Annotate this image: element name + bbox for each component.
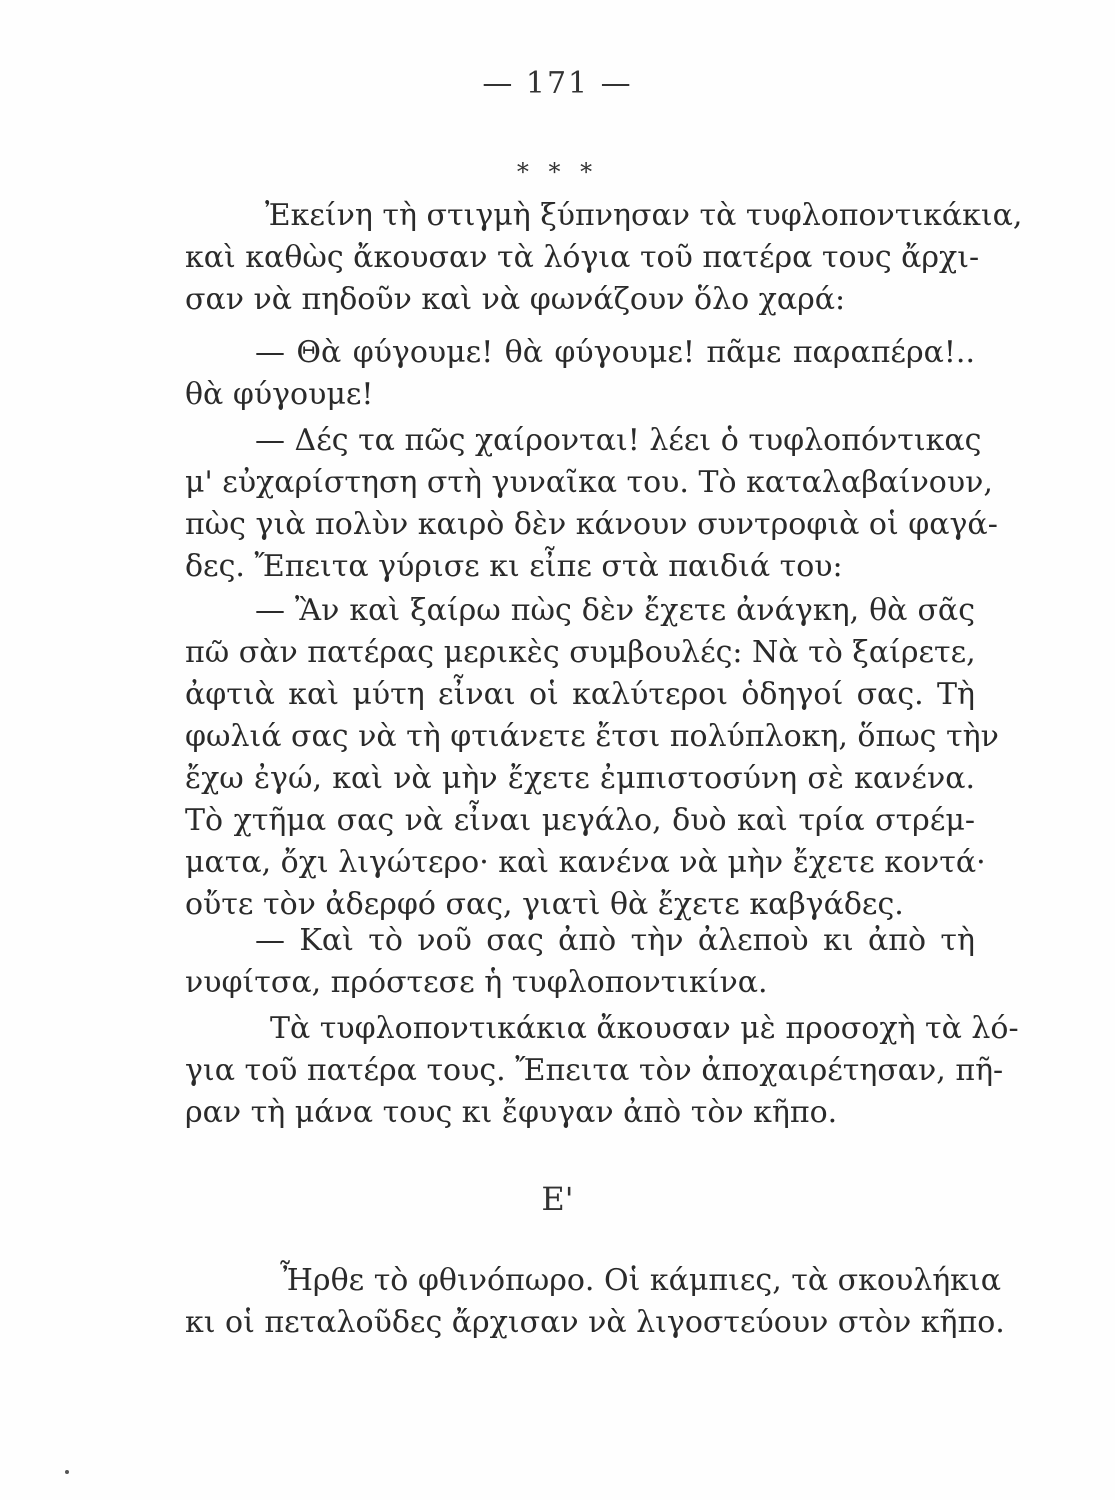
paragraph-7 [185,1260,1005,1344]
text-line: οὔτε τὸν ἀδερφό σας, γιατὶ θὰ ἔχετε καβγάδες. [185,887,904,922]
text-line: μ' εὐχαρίστηση στὴ γυναῖκα του. Τὸ καταλαβαίνουν, [185,465,993,500]
text-line: πῶ σὰν πατέρας μερικὲς συμβουλές: Νὰ τὸ ξαίρετε, [185,635,976,670]
text-line: ἀφτιὰ καὶ μύτη εἶναι οἱ καλύτεροι ὁδηγοί σας. Τὴ [185,677,975,712]
text-line: κι οἱ πεταλοῦδες ἄρχισαν νὰ λιγοστεύουν στὸν κῆπο. [185,1305,1005,1340]
text-line: Ἐκείνη τὴ στιγμὴ ξύπνησαν τὰ τυφλοποντικάκια, [265,198,1023,233]
text-line: — Δές τα πῶς χαίρονται! λέει ὁ τυφλοπόντικας [255,423,982,458]
text-line: — Ἂν καὶ ξαίρω πὼς δὲν ἔχετε ἀνάγκη, θὰ σᾶς [255,593,975,628]
text-line: πὼς γιὰ πολὺν καιρὸ δὲν κάνουν συντροφιὰ οἱ φαγά- [185,507,998,542]
text-line: θὰ φύγουμε! [185,377,374,412]
page-number: — 171 — [482,66,633,101]
text-line: Τὰ τυφλοποντικάκια ἄκουσαν μὲ προσοχὴ τὰ λό- [270,1011,1019,1046]
section-heading: Ε' [541,1180,574,1218]
section-separator-asterisms: * * * [516,158,599,186]
text-line: Τὸ χτῆμα σας νὰ εἶναι μεγάλο, δυὸ καὶ τρία στρέμ- [185,803,975,838]
paragraph-5 [185,920,975,1004]
text-line: ματα, ὄχι λιγώτερο· καὶ κανένα νὰ μὴν ἔχετε κοντά· [185,845,986,880]
text-line: για τοῦ πατέρα τους. Ἔπειτα τὸν ἀποχαιρέτησαν, πῆ- [185,1053,1004,1088]
paragraph-2 [185,332,975,416]
text-line: νυφίτσα, πρόστεσε ἡ τυφλοποντικίνα. [185,965,768,1000]
paragraph-6 [185,1008,1019,1134]
text-line: φωλιά σας νὰ τὴ φτιάνετε ἔτσι πολύπλοκη, ὅπως τὴν [185,719,999,754]
text-line: σαν νὰ πηδοῦν καὶ νὰ φωνάζουν ὅλο χαρά: [185,282,846,317]
text-line: — Καὶ τὸ νοῦ σας ἀπὸ τὴν ἀλεποὺ κι ἀπὸ τὴ [255,923,975,958]
text-line: Ἦρθε τὸ φθινόπωρο. Οἱ κάμπιες, τὰ σκουλήκια [280,1263,1001,1298]
paragraph-1 [185,195,1023,321]
page-speck [65,1470,69,1474]
text-line: καὶ καθὼς ἄκουσαν τὰ λόγια τοῦ πατέρα τους ἄρχι- [185,240,980,275]
text-line: ἔχω ἐγώ, καὶ νὰ μὴν ἔχετε ἐμπιστοσύνη σὲ κανένα. [185,761,975,796]
paragraph-3 [185,420,998,588]
text-line: ραν τὴ μάνα τους κι ἔφυγαν ἀπὸ τὸν κῆπο. [185,1095,838,1130]
text-line: δες. Ἔπειτα γύρισε κι εἶπε στὰ παιδιά του: [185,549,843,584]
paragraph-4 [185,590,999,926]
text-line: — Θὰ φύγουμε! θὰ φύγουμε! πᾶμε παραπέρα!.. [255,335,975,370]
